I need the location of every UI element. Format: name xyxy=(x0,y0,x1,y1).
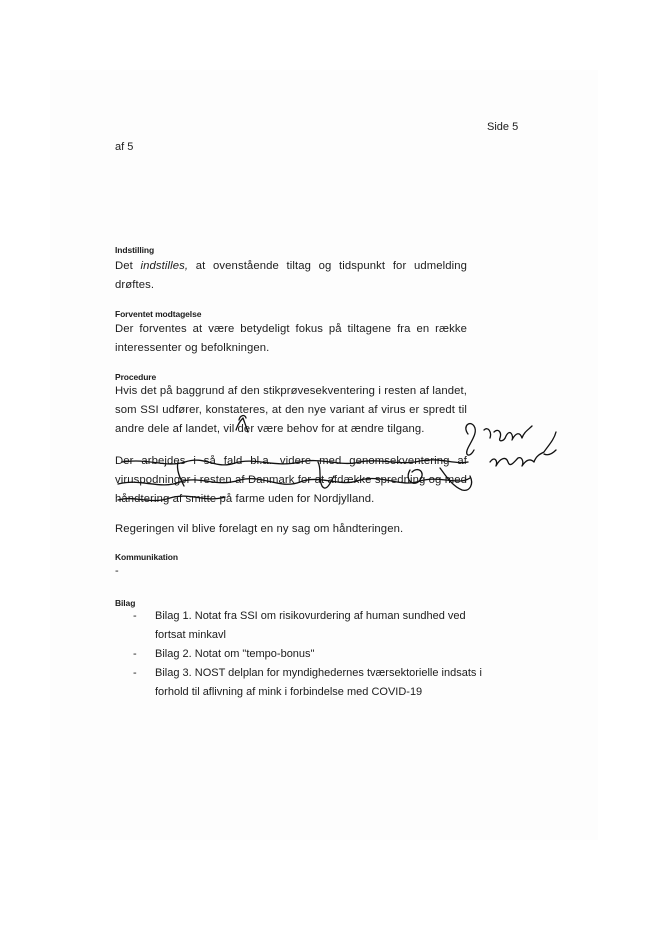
bilag-item-2 xyxy=(131,645,487,664)
page-total: af 5 xyxy=(115,141,134,153)
bilag-item-3-text: Bilag 3. NOST delplan for myndighedernes tværsektorielle indsats i forhold til aflivning af mink i forbindelse med COVID-19 xyxy=(155,667,482,698)
kommunikation-text: - xyxy=(115,565,119,577)
indstilling-text-start: Det xyxy=(115,260,141,272)
indstilling-text xyxy=(115,257,467,295)
bilag-item-3 xyxy=(131,664,487,702)
forventet-text: Der forventes at være betydeligt fokus på tiltagene fra en række interessenter og befolkningen. xyxy=(115,323,467,354)
procedure-paragraph-2: Der arbejdes i så fald bl.a. videre med genomsekventering af viruspodninger i resten af Danmark for at afdække spredning og med håndtering af smitte på farme uden for Nordjylland. xyxy=(115,455,467,505)
bilag-item-1 xyxy=(131,607,487,645)
procedure-paragraph-1: Hvis det på baggrund af den stikprøvesekventering i resten af landet, som SSI udfører, konstateres, at den nye variant af virus er spredt til andre dele af landet, vil der være behov for at ændre tilgang. xyxy=(115,385,467,435)
indstilling-text-end: at ovenstående tiltag og tidspunkt for udmelding drøftes. xyxy=(115,260,467,291)
bullet-dash: - xyxy=(133,610,137,622)
bullet-dash: - xyxy=(133,667,137,679)
page-number: Side 5 xyxy=(487,121,519,133)
section-heading-indstilling: Indstilling xyxy=(115,245,155,255)
section-heading-kommunikation: Kommunikation xyxy=(115,552,178,562)
procedure-paragraph-3: Regeringen vil blive forelagt en ny sag om håndteringen. xyxy=(115,523,404,535)
section-heading-procedure: Procedure xyxy=(115,372,157,382)
indstilling-text-emphasis: indstilles, xyxy=(140,260,189,272)
bullet-dash: - xyxy=(133,648,137,660)
bilag-list xyxy=(131,607,487,702)
bilag-item-1-text: Bilag 1. Notat fra SSI om risikovurdering af human sundhed ved fortsat minkavl xyxy=(155,610,466,641)
section-heading-bilag: Bilag xyxy=(115,598,136,608)
bilag-item-2-text: Bilag 2. Notat om "tempo-bonus" xyxy=(155,648,315,660)
section-heading-forventet: Forventet modtagelse xyxy=(115,309,202,319)
